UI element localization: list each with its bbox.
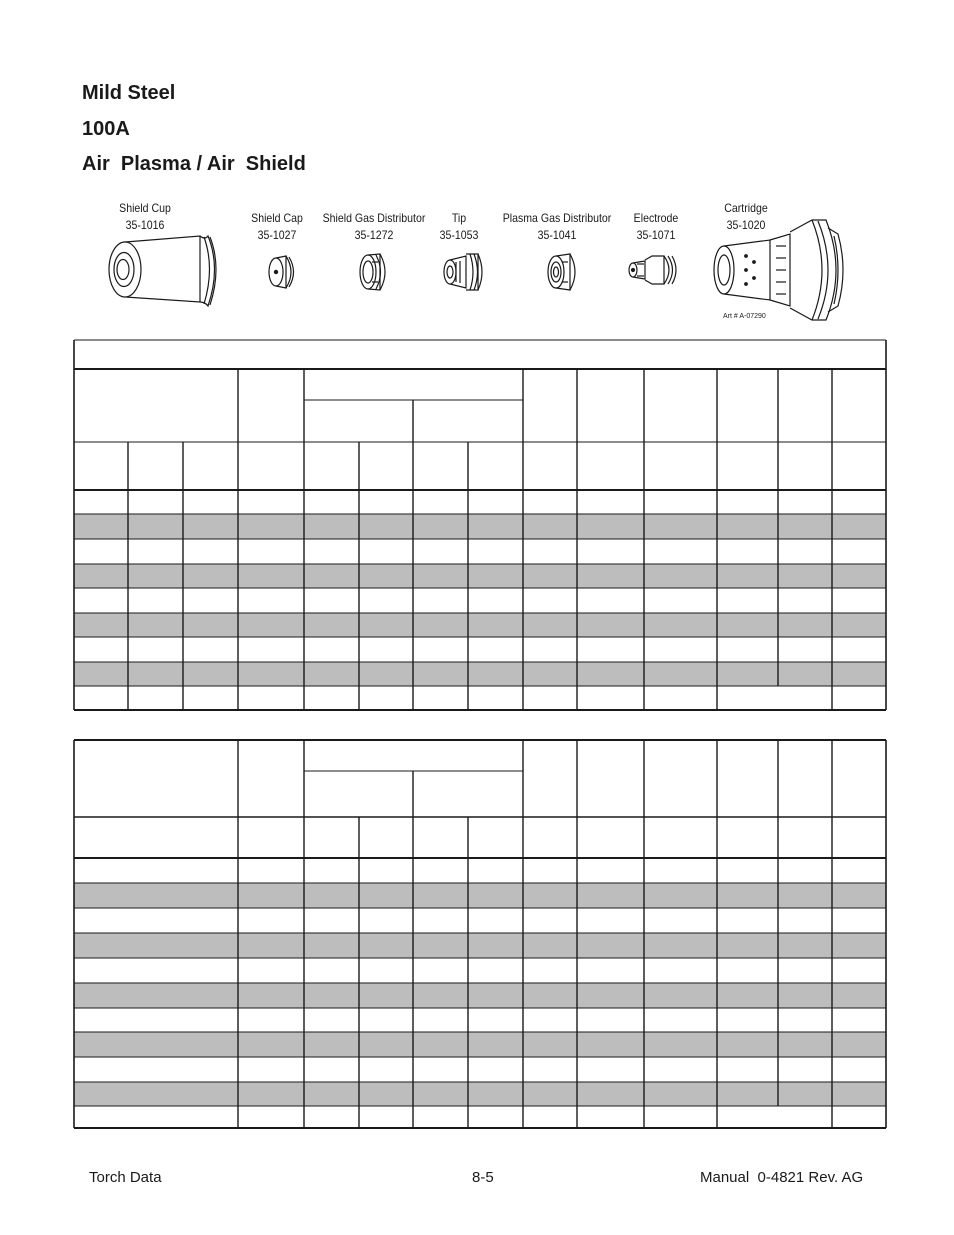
art-number: Art # A-07290 — [723, 313, 766, 320]
cut-table-1 — [74, 340, 886, 710]
cut-table-2 — [74, 740, 886, 1128]
part-label-plasma-gas-distributor: Plasma Gas Distributor 35-1041 — [502, 211, 612, 242]
table-row-shaded — [74, 662, 886, 686]
part-label-shield-cup: Shield Cup 35-1016 — [119, 201, 171, 232]
table-row-shaded — [74, 613, 886, 637]
part-label-electrode: Electrode 35-1071 — [633, 211, 679, 242]
gas-heading: Air Plasma / Air Shield — [82, 153, 306, 175]
table-row-shaded — [74, 933, 886, 958]
part-label-cartridge: Cartridge 35-1020 — [724, 201, 768, 232]
part-label-tip: Tip 35-1053 — [439, 211, 479, 242]
material-heading: Mild Steel — [82, 82, 176, 104]
footer-page-number: 8-5 — [472, 1169, 494, 1186]
footer-manual-number: Manual 0-4821 Rev. AG — [700, 1169, 864, 1186]
table-row-shaded — [74, 514, 886, 539]
amperage-heading: 100A — [82, 118, 130, 140]
table-row-shaded — [74, 1082, 886, 1106]
part-label-shield-gas-distributor: Shield Gas Distributor 35-1272 — [322, 211, 426, 242]
table-row-shaded — [74, 1032, 886, 1057]
footer-section-title: Torch Data — [89, 1169, 162, 1186]
table-row-shaded — [74, 983, 886, 1008]
table-row-shaded — [74, 564, 886, 588]
table-row-shaded — [74, 883, 886, 908]
part-label-shield-cap: Shield Cap 35-1027 — [251, 211, 303, 242]
